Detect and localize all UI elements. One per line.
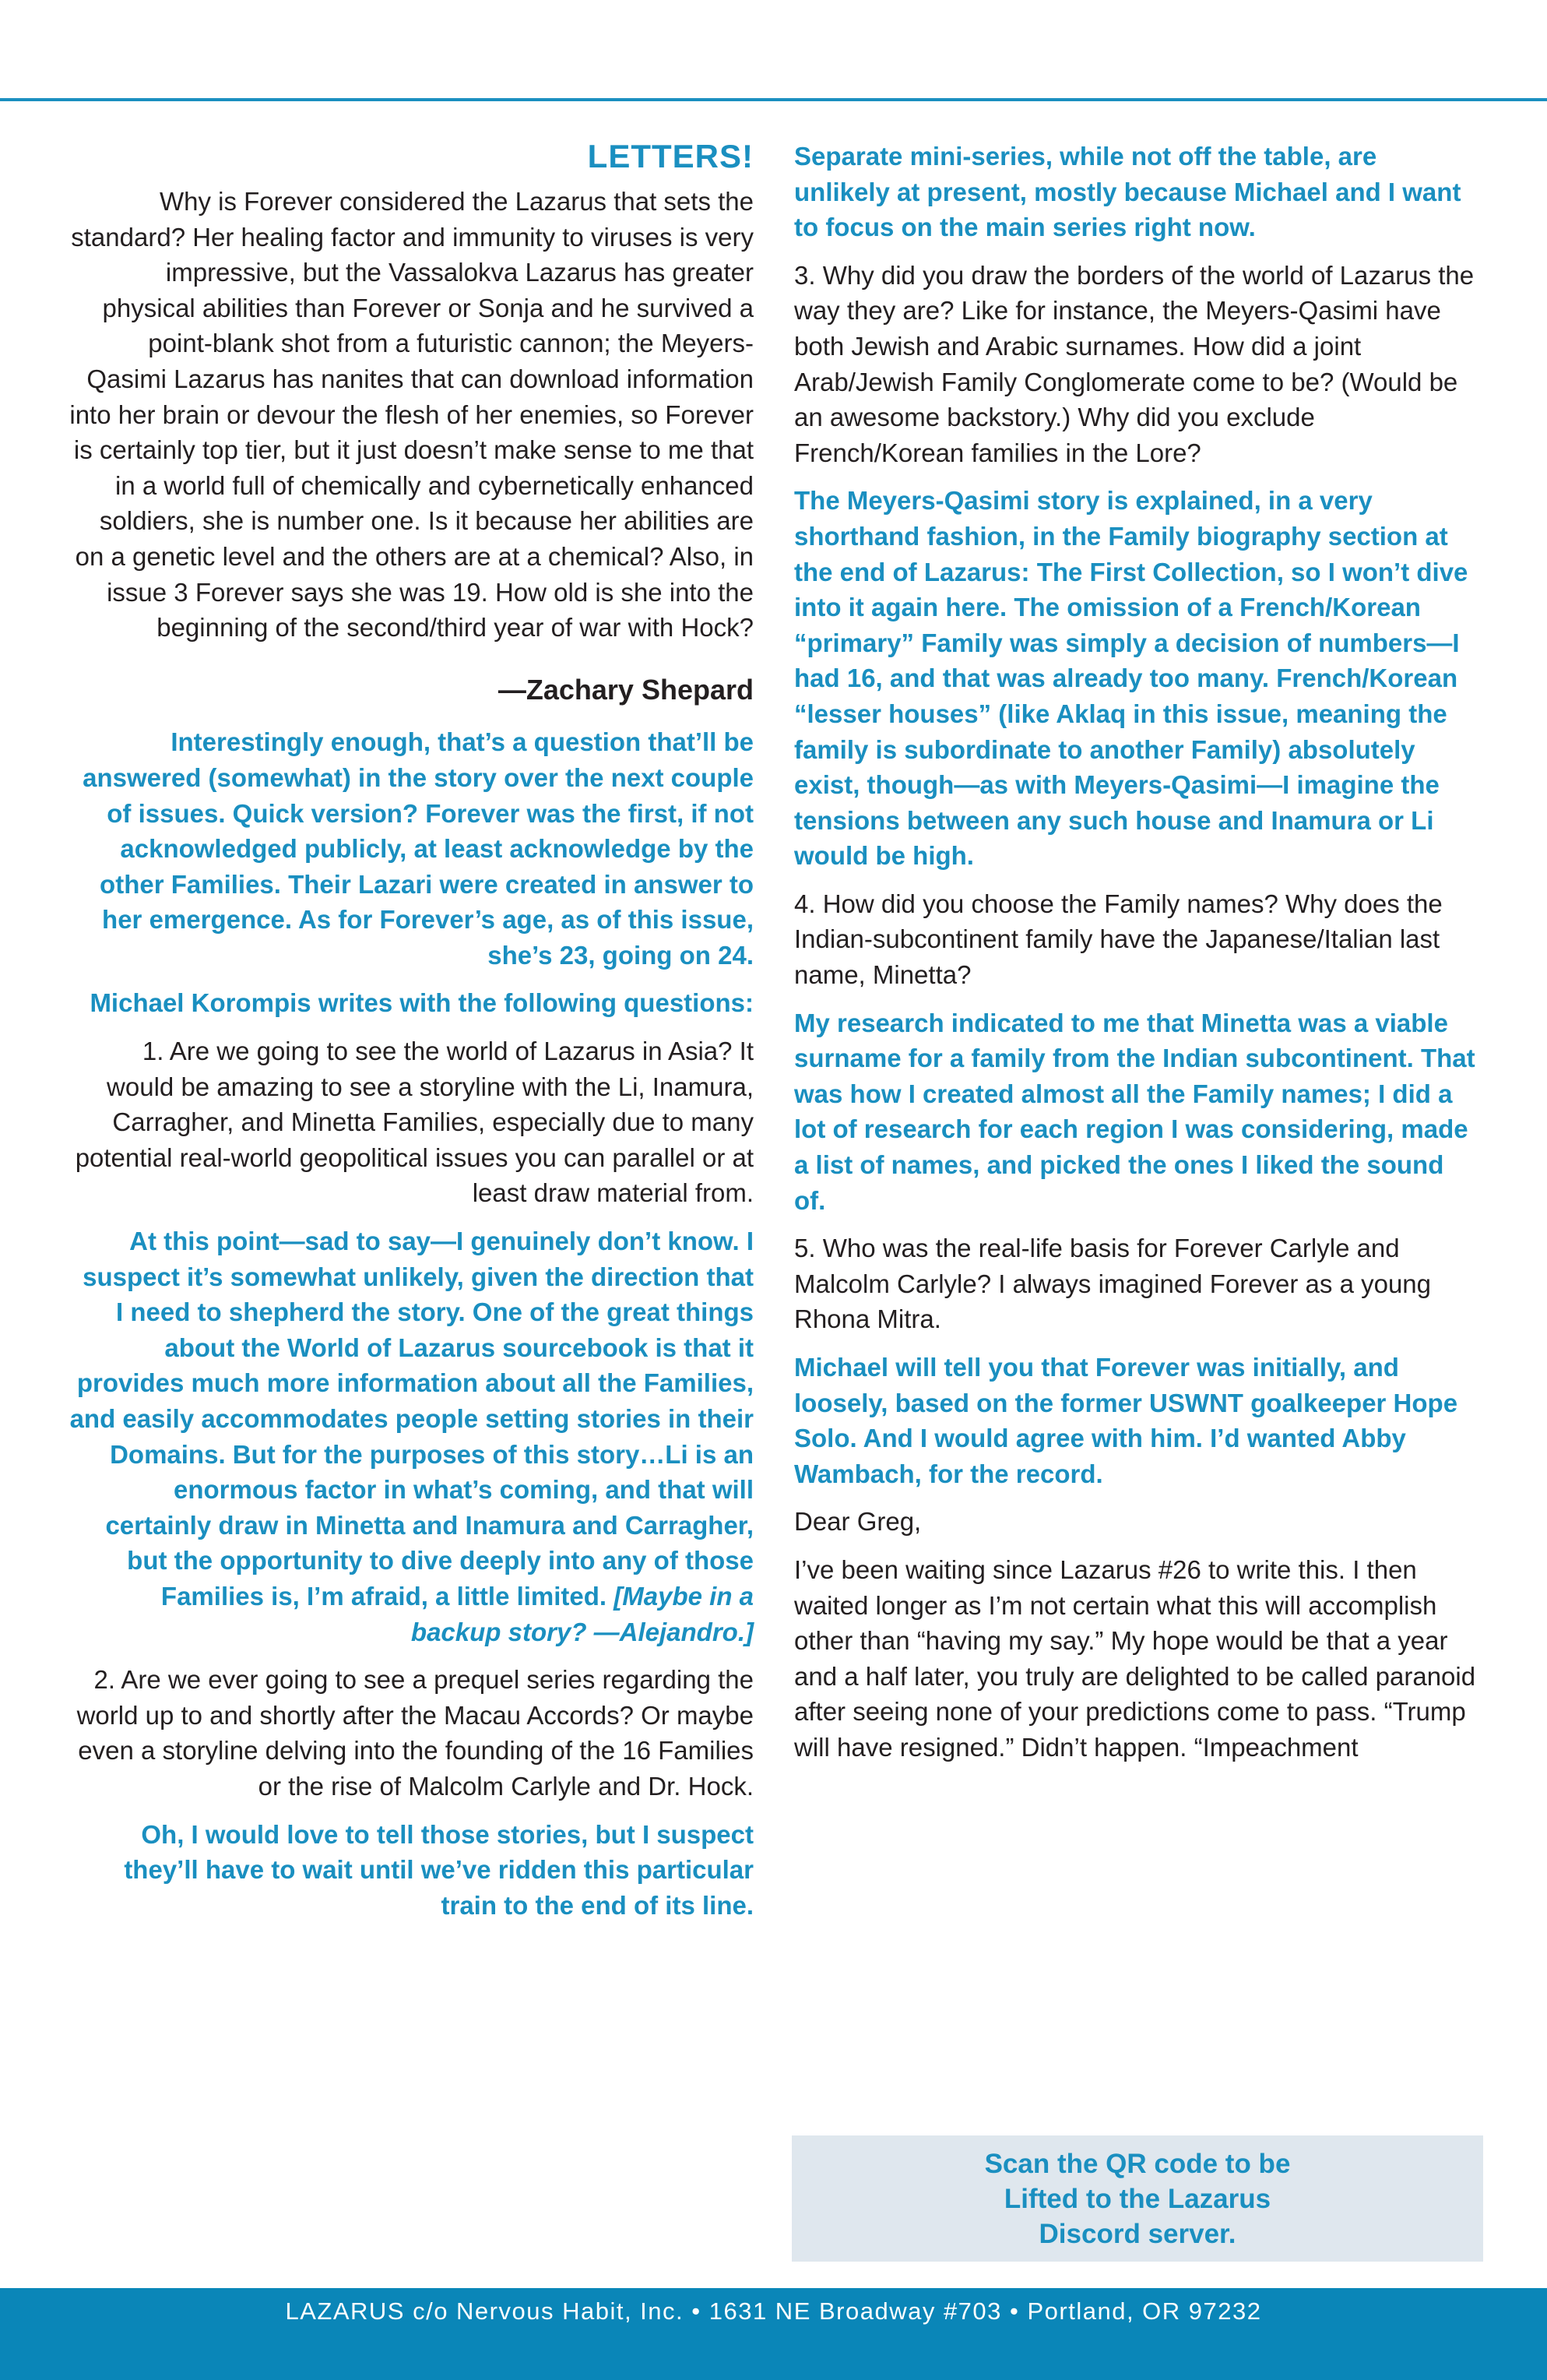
answer-5: Michael will tell you that Forever was initially, and loosely, based on the former USWNT goalkeeper Hope Solo. And I would agree with him. I’d wanted Abby Wambach, for the record. — [794, 1353, 1458, 1488]
footer-address: LAZARUS c/o Nervous Habit, Inc. • 1631 NE Broadway #703 • Portland, OR 97232 — [285, 2297, 1262, 2325]
answer-zachary: Interestingly enough, that’s a question that’ll be answered (somewhat) in the story over the next couple of issues. Quick version? Forever was the first, if not acknowledged publicly, at least acknowledge by the other Families. Their Lazari were created in answer to her emergence. As for Forever’s age, as of this issue, she’s 23, going on 24. — [83, 727, 754, 970]
qr-line-1: Scan the QR code to be — [984, 2149, 1291, 2179]
qr-line-2: Lifted to the Lazarus — [1004, 2184, 1271, 2214]
letter-zachary: Why is Forever considered the Lazarus that sets the standard? Her healing factor and immunity to viruses is very impressive, but the Vassalokva Lazarus has greater physical abilities than Forever or Sonja and he survived a point-blank shot from a futuristic cannon; the Meyers-Qasimi Lazarus has nanites that can download information into her brain or devour the flesh of her enemies, so Forever is certainly top tier, but it just doesn’t make sense to me that in a world full of chemically and cybernetically enhanced soldiers, she is number one. Is it because her abilities are on a genetic level and the others are at a chemical? Also, in issue 3 Forever says she was 19. How old is she into the beginning of the second/third year of war with Hock? — [69, 187, 754, 643]
intro-michael: Michael Korompis writes with the following questions: — [90, 988, 754, 1018]
question-1: 1. Are we going to see the world of Lazarus in Asia? It would be amazing to see a storyline with the Li, Inamura, Carragher, and Minetta Families, especially due to many potential real-world geopolitical issues you can parallel or at least draw material from. — [75, 1037, 754, 1208]
qr-callout[interactable] — [792, 2135, 1483, 2262]
answer-2-continued: Separate mini-series, while not off the table, are unlikely at present, mostly because Michael and I want to focus on the main series right now. — [794, 142, 1461, 242]
question-4: 4. How did you choose the Family names? Why does the Indian-subcontinent family have the Japanese/Italian last name, Minetta? — [794, 889, 1443, 990]
footer-address-bar — [0, 2288, 1547, 2380]
question-5: 5. Who was the real-life basis for Forever Carlyle and Malcolm Carlyle? I always imagined Forever as a young Rhona Mitra. — [794, 1234, 1432, 1334]
answer-4: My research indicated to me that Minetta was a viable surname for a family from the Indian subcontinent. That was how I created almost all the Family names; I did a lot of research for each region I was considering, made a list of names, and picked the ones I liked the sound of. — [794, 1008, 1475, 1215]
answer-1 — [69, 1223, 754, 1649]
left-column — [69, 125, 754, 1935]
right-column — [794, 125, 1479, 1778]
page-title: LETTERS! — [587, 138, 754, 174]
qr-line-3: Discord server. — [1039, 2219, 1236, 2249]
editor-note: [Maybe in a backup story? —Alejandro.] — [410, 1581, 754, 1646]
answer-3: The Meyers-Qasimi story is explained, in a very shorthand fashion, in the Family biography section at the end of Lazarus: The First Collection, so I won’t dive into it again here. The omission of a French/Korean “primary” Family was simply a decision of numbers—I had 16, and that was already too many. French/Korean “lesser houses” (like Aklaq in this issue, meaning the family is subordinate to another Family) absolutely exist, though—as with Meyers-Qasimi—I imagine the tensions between any such house and Inamura or Li would be high. — [794, 486, 1468, 871]
top-rule — [0, 98, 1547, 101]
question-3: 3. Why did you draw the borders of the world of Lazarus the way they are? Like for instance, the Meyers-Qasimi have both Jewish and Arabic surnames. How did a joint Arab/Jewish Family Conglomerate come to be? (Would be an awesome backstory.) Why did you exclude French/Korean families in the Lore? — [794, 260, 1475, 467]
answer-1-text: At this point—sad to say—I genuinely don’t know. I suspect it’s somewhat unlikely, given the direction that I need to shepherd the story. One of the great things about the World of Lazarus sourcebook is that it provides much more information about all the Families, and easily accommodates people setting stories in their Domains. But for the purposes of this story…Li is an enormous factor in what’s coming, and that will certainly draw in Minetta and Inamura and Carragher, but the opportunity to dive deeply into any of those Families is, I’m afraid, a little limited. — [69, 1227, 754, 1611]
question-2: 2. Are we ever going to see a prequel series regarding the world up to and shortly after the Macau Accords? Or maybe even a storyline delving into the founding of the 16 Families or the rise of Malcolm Carlyle and Dr. Hock. — [76, 1665, 754, 1801]
salutation: Dear Greg, — [794, 1507, 922, 1537]
answer-2: Oh, I would love to tell those stories, but I suspect they’ll have to wait until we’ve ridden this particular train to the end of its line. — [124, 1819, 754, 1920]
signature-zachary: —Zachary Shepard — [498, 673, 754, 706]
letter-3: I’ve been waiting since Lazarus #26 to write this. I then waited longer as I’m not certain what this will accomplish other than “having my say.” My hope would be that a year and a half later, you truly are delighted to be called paranoid after seeing none of your predictions come to pass. “Trump will have resigned.” Didn’t happen. “Impeachment — [794, 1554, 1476, 1762]
